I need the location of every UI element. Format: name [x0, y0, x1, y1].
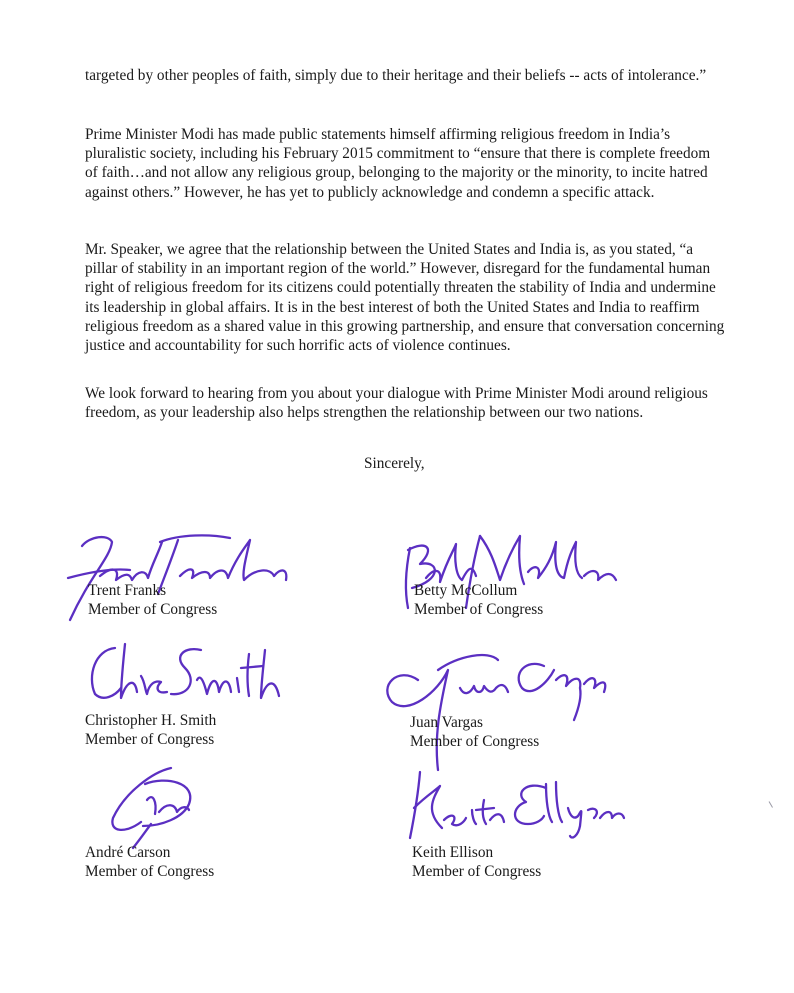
signatory-name: André Carson [85, 844, 171, 861]
letter-paragraph: Prime Minister Modi has made public statements himself affirming religious freedom in India’s pluralistic society, including his February 2015 commitment to “ensure that there is complete freedom of faith…and not allow any religious group, belonging to the majority or the minority, to incite hatred against others.” However, he has yet to publicly acknowledge and condemn a specific attack. [85, 126, 711, 201]
letter-paragraph: Mr. Speaker, we agree that the relationship between the United States and India is, as you stated, “a pillar of stability in an important region of the world.” However, disregard for the fundamental human right of religious freedom for its citizens could potentially threaten the stability of India and undermine its leadership in global affairs. It is in the best interest of both the United States and India to reaffirm religious freedom as a shared value in this growing partnership, and ensure that conversation concerning justice and accountability for such horrific acts of violence continues. [85, 241, 725, 355]
letter-paragraph: targeted by other peoples of faith, simply due to their heritage and their beliefs -- acts of intolerance.” [85, 67, 707, 84]
signature-block-smith [85, 636, 345, 751]
signature-vargas-graphic [378, 636, 618, 776]
signatory-name: Keith Ellison [412, 844, 494, 861]
signature-ellison-graphic [396, 766, 626, 856]
letter-paragraph: We look forward to hearing from you about your dialogue with Prime Minister Modi around religious freedom, as your leadership also helps strengthen the relationship between our two nations. [85, 385, 708, 422]
signatory-title: Member of Congress [88, 600, 218, 618]
signatory-name: Trent Franks [88, 582, 167, 599]
signatory-title: Member of Congress [412, 862, 542, 880]
signature-block-franks [60, 528, 320, 623]
signatory-title: Member of Congress [414, 600, 544, 618]
signature-smith-graphic [85, 636, 285, 706]
signatory-name: Betty McCollum [414, 582, 518, 599]
signatory-title: Member of Congress [85, 730, 215, 748]
signatory-name: Juan Vargas [410, 714, 483, 731]
signature-block-mccollum [396, 528, 636, 623]
signatory-title: Member of Congress [410, 732, 540, 750]
closing-salutation: Sincerely, [364, 455, 425, 472]
signature-block-carson [85, 762, 345, 882]
signatory-title: Member of Congress [85, 862, 215, 880]
stray-mark [769, 799, 777, 808]
signature-block-vargas [378, 636, 638, 776]
signature-block-ellison [396, 766, 636, 886]
signature-carson-graphic [85, 762, 235, 852]
signatory-name: Christopher H. Smith [85, 712, 217, 729]
